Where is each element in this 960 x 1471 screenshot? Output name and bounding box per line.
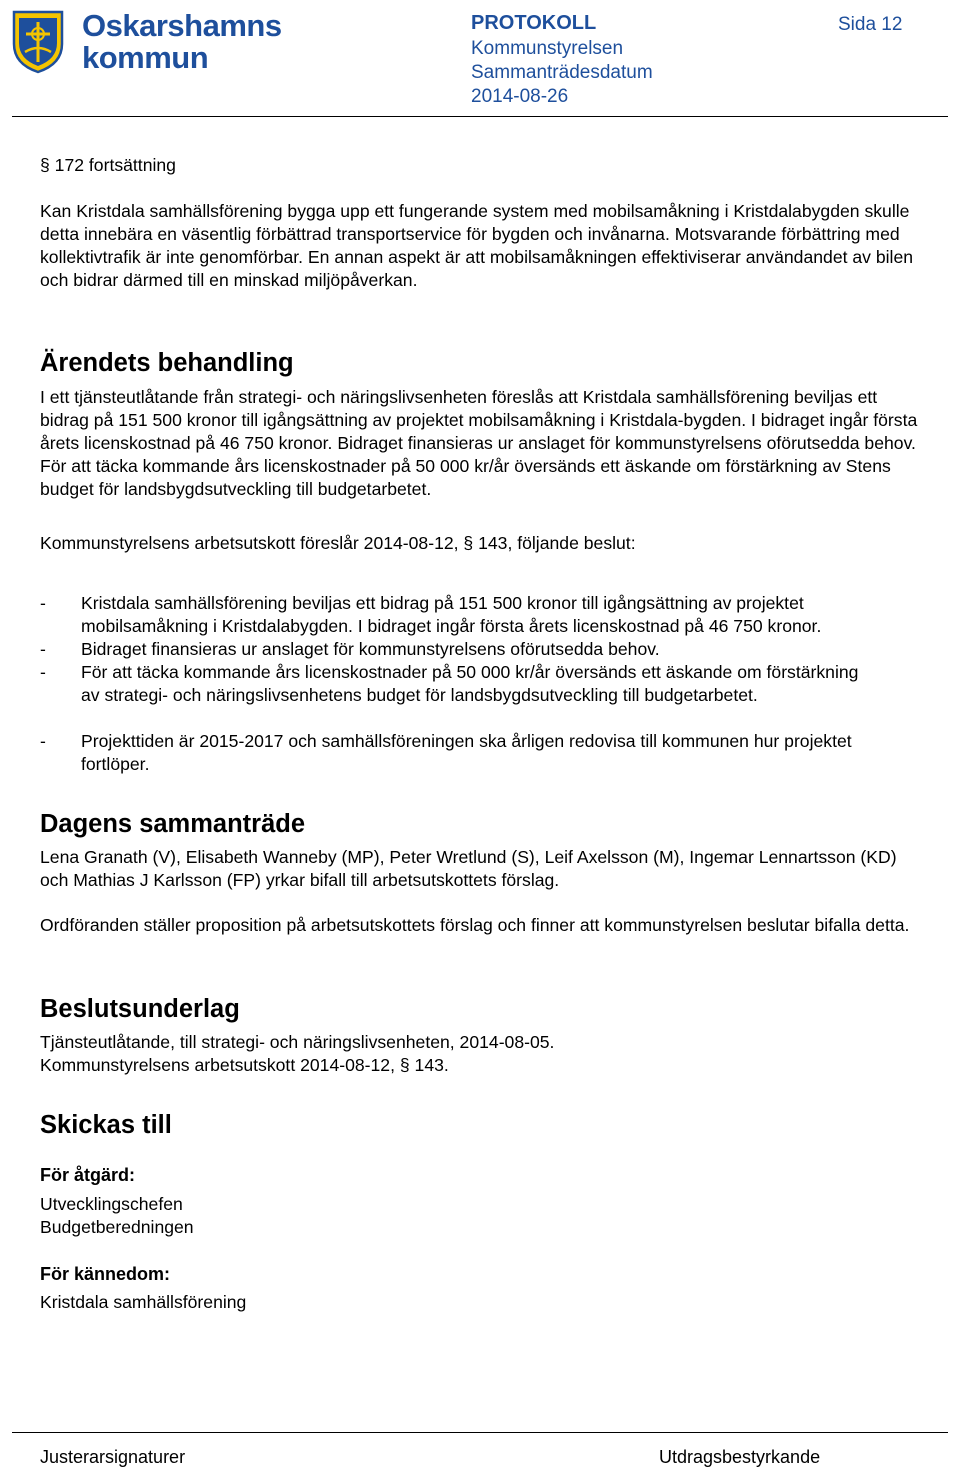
heading-beslutsunderlag: Beslutsunderlag — [40, 995, 240, 1023]
heading-for-kannedom: För kännedom: — [40, 1264, 171, 1284]
beslutsunderlag-line-1: Tjänsteutlåtande, till strategi- och näringslivsenheten, 2014-08-05. — [40, 1032, 555, 1052]
dagens-sammantrade-paragraph-1: Lena Granath (V), Elisabeth Wanneby (MP), Peter Wretlund (S), Leif Axelsson (M), Ingemar Lennartsson (KD) och Mathias J Karlsson (FP) yrkar bifall till arbetsutskottets förslag. — [40, 847, 897, 890]
footer-signatures: Justerarsignaturer — [40, 1447, 186, 1467]
intro-paragraph: Kan Kristdala samhällsförening bygga upp ett fungerande system med mobilsamåkning i Kristdalabygden skulle detta innebära en väsentlig förbättrad transportservice för bygden och invånarna. Motsvarande förbättring med kollektivtrafik är inte genomförbar. En annan aspekt är att mobilsamåkningen effektiviserar användandet av bilen och bidrar därmed till en minskad miljöpåverkan. — [40, 201, 914, 290]
list-dash: - — [40, 731, 46, 751]
list-dash: - — [40, 662, 46, 682]
recipient-action: Utvecklingschefen — [40, 1194, 183, 1214]
arendets-behandling-paragraph: I ett tjänsteutlåtande från strategi- och näringslivsenheten föreslås att Kristdala samhällsförening beviljas ett bidrag på 151 500 kronor till igångsättning av projektet mobilsamåkning i Kristdala-bygden. I bidraget ingår första årets licenskostnad på 46 750 kronor. Bidraget finansieras ur anslaget för kommunstyrelsens oförutsedda behov. För att täcka kommande års licenskostnader på 50 000 kr/år översänds ett äskande om förstärkning av Stens budget för landsbygdsutveckling till budgetarbetet. — [40, 387, 918, 499]
heading-dagens-sammantrade: Dagens sammanträde — [40, 810, 306, 838]
municipality-logo — [12, 6, 282, 78]
section-reference: § 172 fortsättning — [40, 155, 176, 175]
heading-for-atgard: För åtgärd: — [40, 1165, 136, 1185]
dagens-sammantrade-paragraph-2: Ordföranden ställer proposition på arbetsutskottets förslag och finner att kommunstyrelsen beslutar bifalla detta. — [40, 915, 910, 935]
beslutsunderlag-line-2: Kommunstyrelsens arbetsutskott 2014-08-12, § 143. — [40, 1055, 449, 1075]
decision-item — [40, 638, 930, 661]
date-label: Sammanträdesdatum — [471, 62, 653, 83]
decision-item — [40, 592, 930, 638]
recipient-action: Budgetberedningen — [40, 1217, 194, 1237]
header-divider — [12, 116, 948, 117]
logo-line-2: kommun — [82, 40, 209, 75]
decision-text: För att täcka kommande års licenskostnader på 50 000 kr/år översänds ett äskande om förstärkning av strategi- och näringslivsenhetens budget för landsbygdsutveckling till budgetarbetet. — [81, 662, 859, 705]
heading-skickas-till: Skickas till — [40, 1111, 172, 1139]
coat-of-arms-icon — [12, 8, 64, 74]
meeting-body: Kommunstyrelsen — [471, 38, 624, 59]
heading-arendets-behandling: Ärendets behandling — [40, 349, 294, 377]
logo-wordmark — [82, 10, 282, 74]
list-dash: - — [40, 639, 46, 659]
logo-line-1: Oskarshamns — [82, 8, 282, 43]
decision-item — [40, 661, 930, 707]
decision-text: Bidraget finansieras ur anslaget för kommunstyrelsens oförutsedda behov. — [81, 639, 660, 659]
decision-text: Kristdala samhällsförening beviljas ett bidrag på 151 500 kronor till igångsättning av projektet mobilsamåkning i Kristdalabygden. I bidraget ingår första årets licenskostnad på 46 750 kronor. — [81, 593, 822, 636]
page-number: Sida 12 — [838, 14, 903, 35]
footer-certification: Utdragsbestyrkande — [659, 1447, 821, 1467]
meeting-date: 2014-08-26 — [471, 86, 569, 107]
proposal-intro: Kommunstyrelsens arbetsutskott föreslår 2014-08-12, § 143, följande beslut: — [40, 533, 636, 553]
recipient-info: Kristdala samhällsförening — [40, 1292, 247, 1312]
document-type: PROTOKOLL — [471, 12, 597, 34]
decision-item — [40, 730, 930, 776]
list-dash: - — [40, 593, 46, 613]
decision-text: Projekttiden är 2015-2017 och samhällsföreningen ska årligen redovisa till kommunen hur projektet fortlöper. — [81, 731, 852, 774]
footer-divider — [12, 1432, 948, 1433]
